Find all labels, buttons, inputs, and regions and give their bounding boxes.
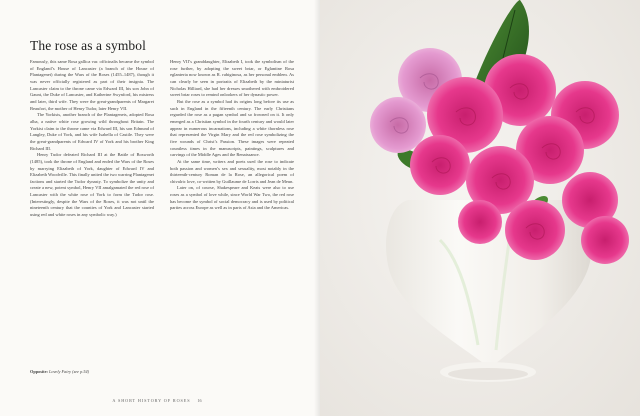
page-number: 16 [197, 398, 202, 403]
photo-page [320, 0, 640, 416]
rose-bloom [370, 97, 426, 153]
rose-photo [320, 0, 640, 416]
paragraph: Famously, this same Rosa gallica var. officinalis became the symbol of England’s House of Lancaster (a branch of the House of Plantagenet) during the Wars of the Roses (1455–1487), though it was never officially registered as part of their insignia. The Lancaster claim to the throne came via Edward III, his son John of Gaunt, the Duke of Lancaster, and Katherine Swynford, his mistress and later, third wife. They were the great-grandparents of Margaret Beaufort, the mother of Henry Tudor, later Henry VII. [30, 59, 154, 111]
rose-bloom [410, 135, 470, 195]
text-column-right [170, 59, 294, 212]
paragraph: The Yorkists, another branch of the Plantagenets, adopted Rosa alba, a native white rose growing wild throughout Britain. The Yorkist claim to the throne came via Edward III, his son Edmund of Langley, Duke of York, and his wife Isabella of Castile. They were the great-grandparents of Edward IV of York and his brother King Richard III. [30, 112, 154, 151]
paragraph: At the same time, writers and poets used the rose to indicate both passion and women’s sex and sexuality, most notably in the thirteenth-century Roman de la Rose, an allegorical poem of chivalric love, co-written by Guillaume de Lorris and Jean de Meun. [170, 158, 294, 184]
page-footer [0, 398, 314, 403]
paragraph: Henry VII’s granddaughter, Elizabeth I, took the symbolism of the rose further, by adopting the sweet briar, or Eglantine Rosa eglanteria now known as R. rubiginosa, as her personal emblem. As can clearly be seen in portraits of Elizabeth by the miniaturist Nicholas Hilliard, she had her dresses smothered with embroidered sweet briar roses to remind onlookers of her dynastic power. [170, 59, 294, 98]
caption-label: Opposite: [30, 369, 48, 374]
running-head: A SHORT HISTORY OF ROSES [112, 398, 191, 403]
rose-bloom [581, 216, 629, 264]
page-title: The rose as a symbol [30, 38, 146, 53]
caption-text: Lovely Fairy (see p.54) [48, 369, 90, 374]
paragraph: But the rose as a symbol had its origins long before its use as such in England in the fifteenth century. The early Christians regarded the rose as a pagan symbol and so frowned on it. It only emerged as a Christian symbol in the fourth century and would later appear in numerous incarnations, including a white thornless rose that represented the Virgin Mary and the red rose symbolizing the five wounds of Christ’s Passion. These images were repeated countless times in the manuscripts, paintings, sculptures and carvings of the Middle Ages and the Renaissance. [170, 98, 294, 158]
paragraph: Later on, of course, Shakespeare and Keats were also to use roses as a symbol of love while, since World War Two, the red rose has become the symbol of social democracy and is used by political parties across Europe as well as in parts of Asia and the Americas. [170, 185, 294, 211]
rose-bloom [505, 200, 565, 260]
rose-bloom [458, 200, 502, 244]
paragraph: Henry Tudor defeated Richard III at the Battle of Bosworth (1485), took the throne of England and ended the Wars of the Roses by marrying Elizabeth of York, daughter of Edward IV and Elizabeth Woodville. This finally united the two warring Plantagenet factions and started the Tudor dynasty. To symbolize the unity and create a new, potent symbol, Henry VII amalgamated the red rose of Lancaster with the white rose of York to form the Tudor rose. (Interestingly, despite the Wars of the Roses, it was not until the nineteenth century that the counties of York and Lancaster started using red and white roses in any symbolic way.) [30, 152, 154, 218]
text-column-left [30, 59, 154, 219]
photo-caption [30, 369, 89, 374]
